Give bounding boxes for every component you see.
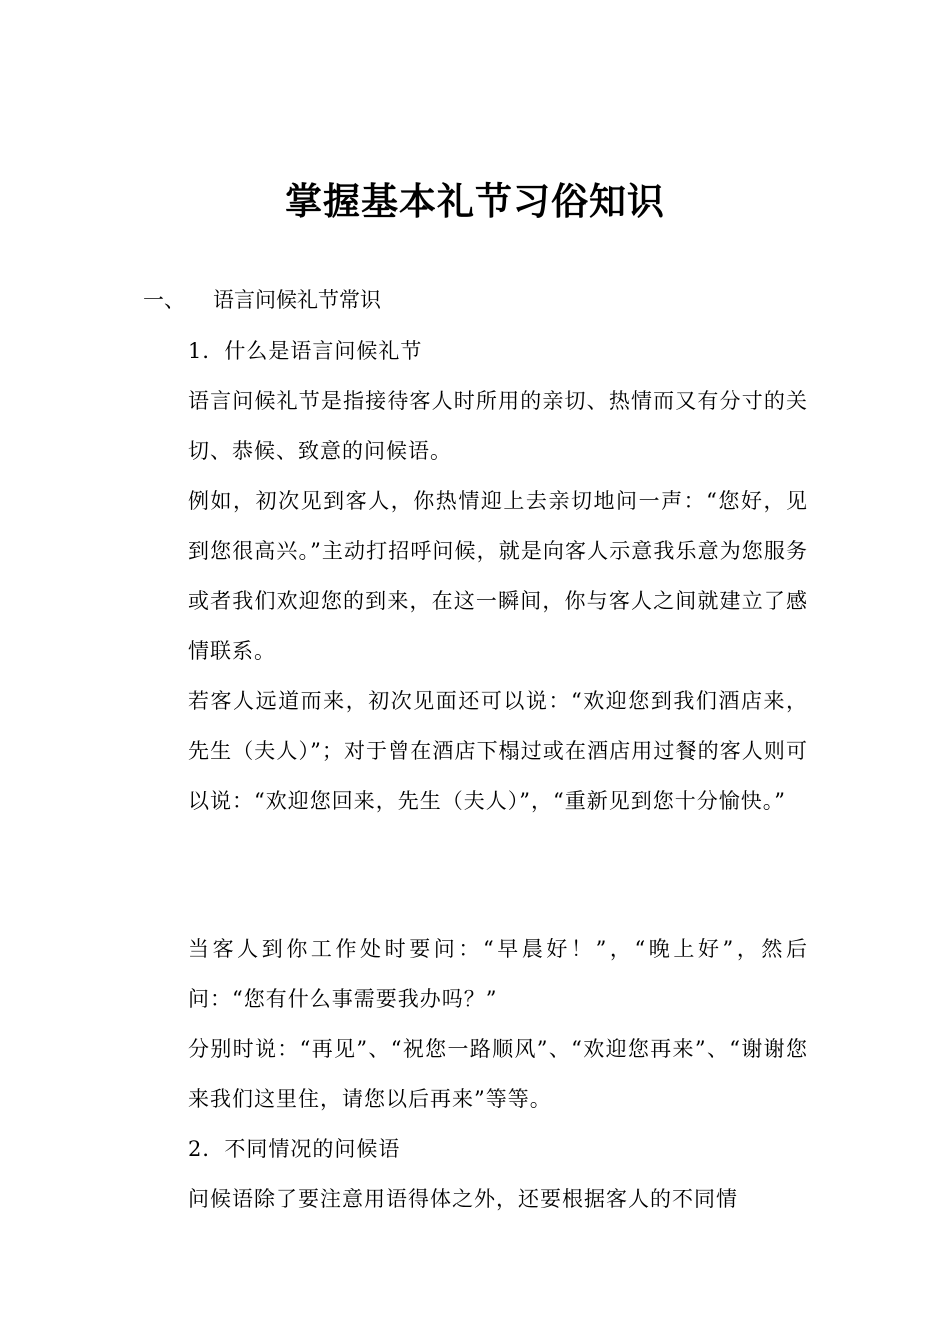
subsection-heading-1: 1．什么是语言问候礼节 [188, 339, 423, 363]
paragraph: 若客人远道而来，初次见面还可以说：“欢迎您到我们酒店来，先生（夫人）”；对于曾在酒店下榻过或在酒店用过餐的客人则可以说：“欢迎您回来，先生（夫人）”，“重新见到您十分愉快。” [188, 689, 808, 813]
paragraph: 问候语除了要注意用语得体之外，还要根据客人的不同情 [188, 1187, 738, 1211]
section-heading-text: 语言问候礼节常识 [213, 288, 381, 312]
section-number: 一、 [143, 288, 185, 312]
paragraph: 例如，初次见到客人，你热情迎上去亲切地问一声：“您好，见到您很高兴。”主动打招呼问候，就是向客人示意我乐意为您服务或者我们欢迎您的到来，在这一瞬间，你与客人之间就建立了感情联系。 [188, 489, 808, 663]
body-block-1 [188, 326, 808, 826]
paragraph: 语言问候礼节是指接待客人时所用的亲切、热情而又有分寸的关切、恭候、致意的问候语。 [188, 389, 808, 463]
section-heading [143, 282, 381, 318]
subsection-heading-2: 2．不同情况的问候语 [188, 1137, 401, 1161]
paragraph: 分别时说：“再见”、“祝您一路顺风”、“欢迎您再来”、“谢谢您来我们这里住，请您以后再来”等等。 [188, 1037, 808, 1111]
paragraph: 当客人到你工作处时要问：“早晨好！”，“晚上好”，然后问：“您有什么事需要我办吗？” [188, 937, 808, 1011]
document-title: 掌握基本礼节习俗知识 [285, 180, 665, 223]
body-block-2 [188, 924, 808, 1224]
